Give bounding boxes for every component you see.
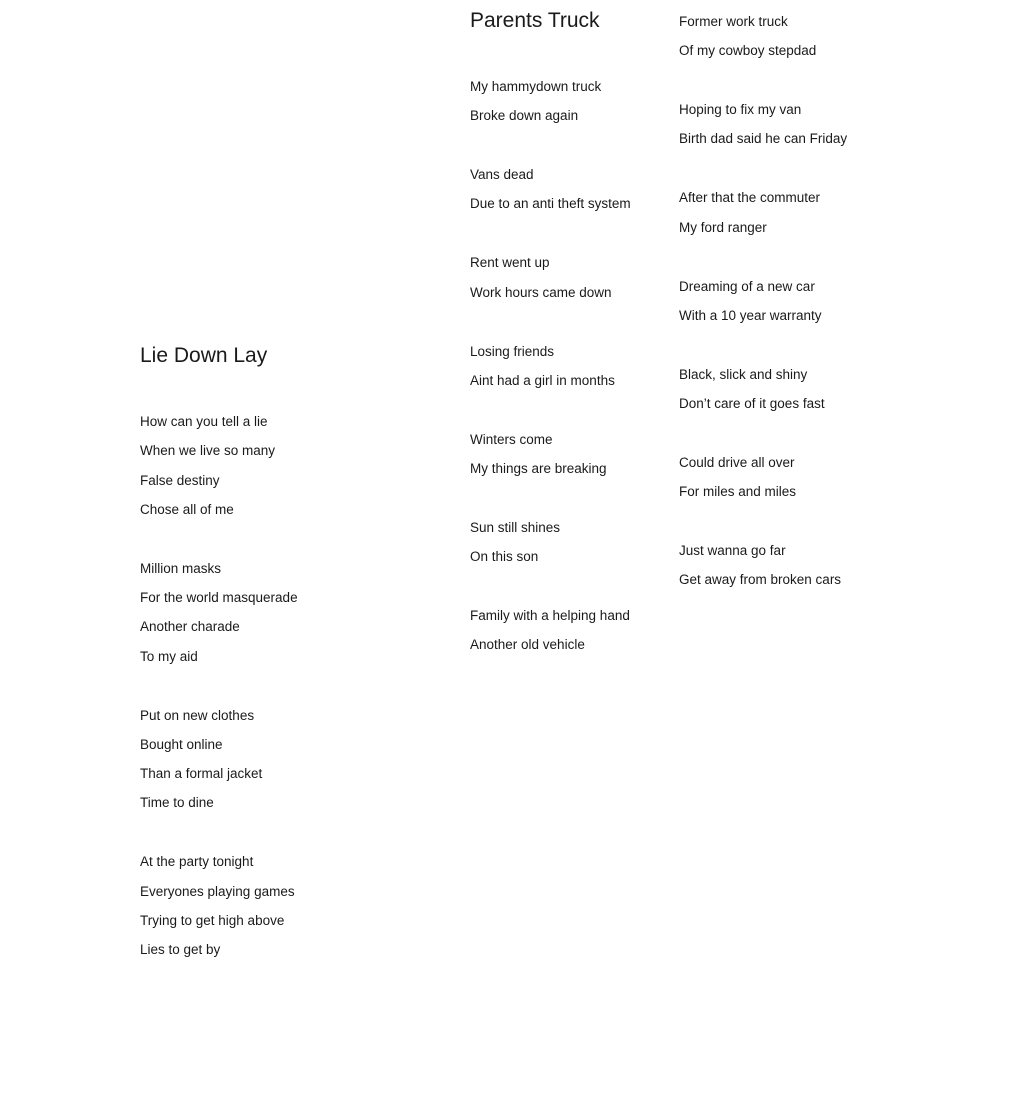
- stanza-gap: [470, 488, 631, 518]
- poem-line: Family with a helping hand: [470, 608, 630, 624]
- stanza-gap: [679, 512, 847, 542]
- poem-line: With a 10 year warranty: [679, 307, 822, 323]
- stanza: [679, 100, 847, 159]
- poem-line: Another old vehicle: [470, 637, 585, 653]
- poem-line: Losing friends: [470, 343, 555, 359]
- poem-line: For the world masquerade: [140, 590, 298, 606]
- poem-line: Another charade: [140, 619, 240, 635]
- poem-line: Due to an anti theft system: [470, 196, 631, 212]
- stanza: [470, 165, 631, 224]
- poem-line: Chose all of me: [140, 501, 234, 517]
- poem-line: My things are breaking: [470, 461, 607, 477]
- stanza-gap: [470, 577, 631, 607]
- poem-line: Birth dad said he can Friday: [679, 131, 848, 147]
- poem-line: Just wanna go far: [679, 543, 786, 559]
- poem-line: My ford ranger: [679, 219, 767, 235]
- stanza: [470, 342, 631, 401]
- poem-line: Than a formal jacket: [140, 766, 263, 782]
- stanza: [470, 77, 631, 136]
- stanza: [140, 706, 298, 823]
- stanza: [679, 453, 847, 512]
- poem-parents-truck-column-2: [679, 12, 847, 600]
- stanza-gap: [679, 71, 847, 101]
- stanza: [470, 606, 631, 665]
- poem-line: For miles and miles: [679, 484, 797, 500]
- stanza-gap: [470, 224, 631, 254]
- stanza: [140, 559, 298, 676]
- poem-line: Dreaming of a new car: [679, 278, 815, 294]
- stanza: [679, 12, 847, 71]
- poem-line: After that the commuter: [679, 190, 821, 206]
- poem-line: My hammydown truck: [470, 79, 602, 94]
- poem-lie-down-lay-body: [140, 412, 298, 970]
- stanza-gap: [140, 529, 298, 559]
- poem-line: Former work truck: [679, 14, 788, 29]
- poem-line: Time to dine: [140, 795, 214, 811]
- stanza: [679, 277, 847, 336]
- stanza-gap: [470, 400, 631, 430]
- poem-parents-truck-column-1: [470, 77, 631, 665]
- stanza: [470, 253, 631, 312]
- poem-line: Hoping to fix my van: [679, 102, 802, 118]
- poem-line: Aint had a girl in months: [470, 372, 615, 388]
- poem-line: Lies to get by: [140, 942, 221, 958]
- stanza: [679, 541, 847, 600]
- stanza-gap: [140, 823, 298, 853]
- poem-line: Black, slick and shiny: [679, 366, 808, 382]
- poem-title-lie-down-lay: Lie Down Lay: [140, 344, 268, 367]
- poem-line: Winters come: [470, 431, 553, 447]
- stanza: [470, 430, 631, 489]
- poem-line: Sun still shines: [470, 519, 561, 535]
- poem-line: Put on new clothes: [140, 707, 255, 723]
- stanza: [679, 365, 847, 424]
- poem-line: Bought online: [140, 736, 223, 752]
- stanza-gap: [470, 312, 631, 342]
- stanza-gap: [140, 676, 298, 706]
- poem-line: Could drive all over: [679, 454, 795, 470]
- stanza: [140, 852, 298, 969]
- poem-line: Broke down again: [470, 108, 579, 124]
- poem-line: Rent went up: [470, 255, 550, 271]
- poem-line: Vans dead: [470, 167, 534, 183]
- stanza-gap: [470, 136, 631, 166]
- poem-line: On this son: [470, 549, 539, 565]
- poem-line: Don’t care of it goes fast: [679, 396, 825, 412]
- stanza-gap: [679, 335, 847, 365]
- stanza: [470, 518, 631, 577]
- poem-line: At the party tonight: [140, 854, 254, 870]
- poem-line: Work hours came down: [470, 284, 612, 300]
- stanza: [140, 412, 298, 529]
- poem-line: How can you tell a lie: [140, 414, 268, 429]
- stanza-gap: [679, 423, 847, 453]
- poem-line: False destiny: [140, 472, 220, 488]
- poem-line: Of my cowboy stepdad: [679, 43, 817, 59]
- stanza-gap: [679, 159, 847, 189]
- poem-line: Get away from broken cars: [679, 572, 842, 588]
- poem-line: Trying to get high above: [140, 912, 285, 928]
- poem-title-parents-truck: Parents Truck: [470, 9, 600, 32]
- poem-line: Everyones playing games: [140, 883, 295, 899]
- poem-line: To my aid: [140, 648, 198, 664]
- stanza: [679, 188, 847, 247]
- poem-line: Million masks: [140, 560, 222, 576]
- poem-line: When we live so many: [140, 443, 276, 459]
- stanza-gap: [679, 247, 847, 277]
